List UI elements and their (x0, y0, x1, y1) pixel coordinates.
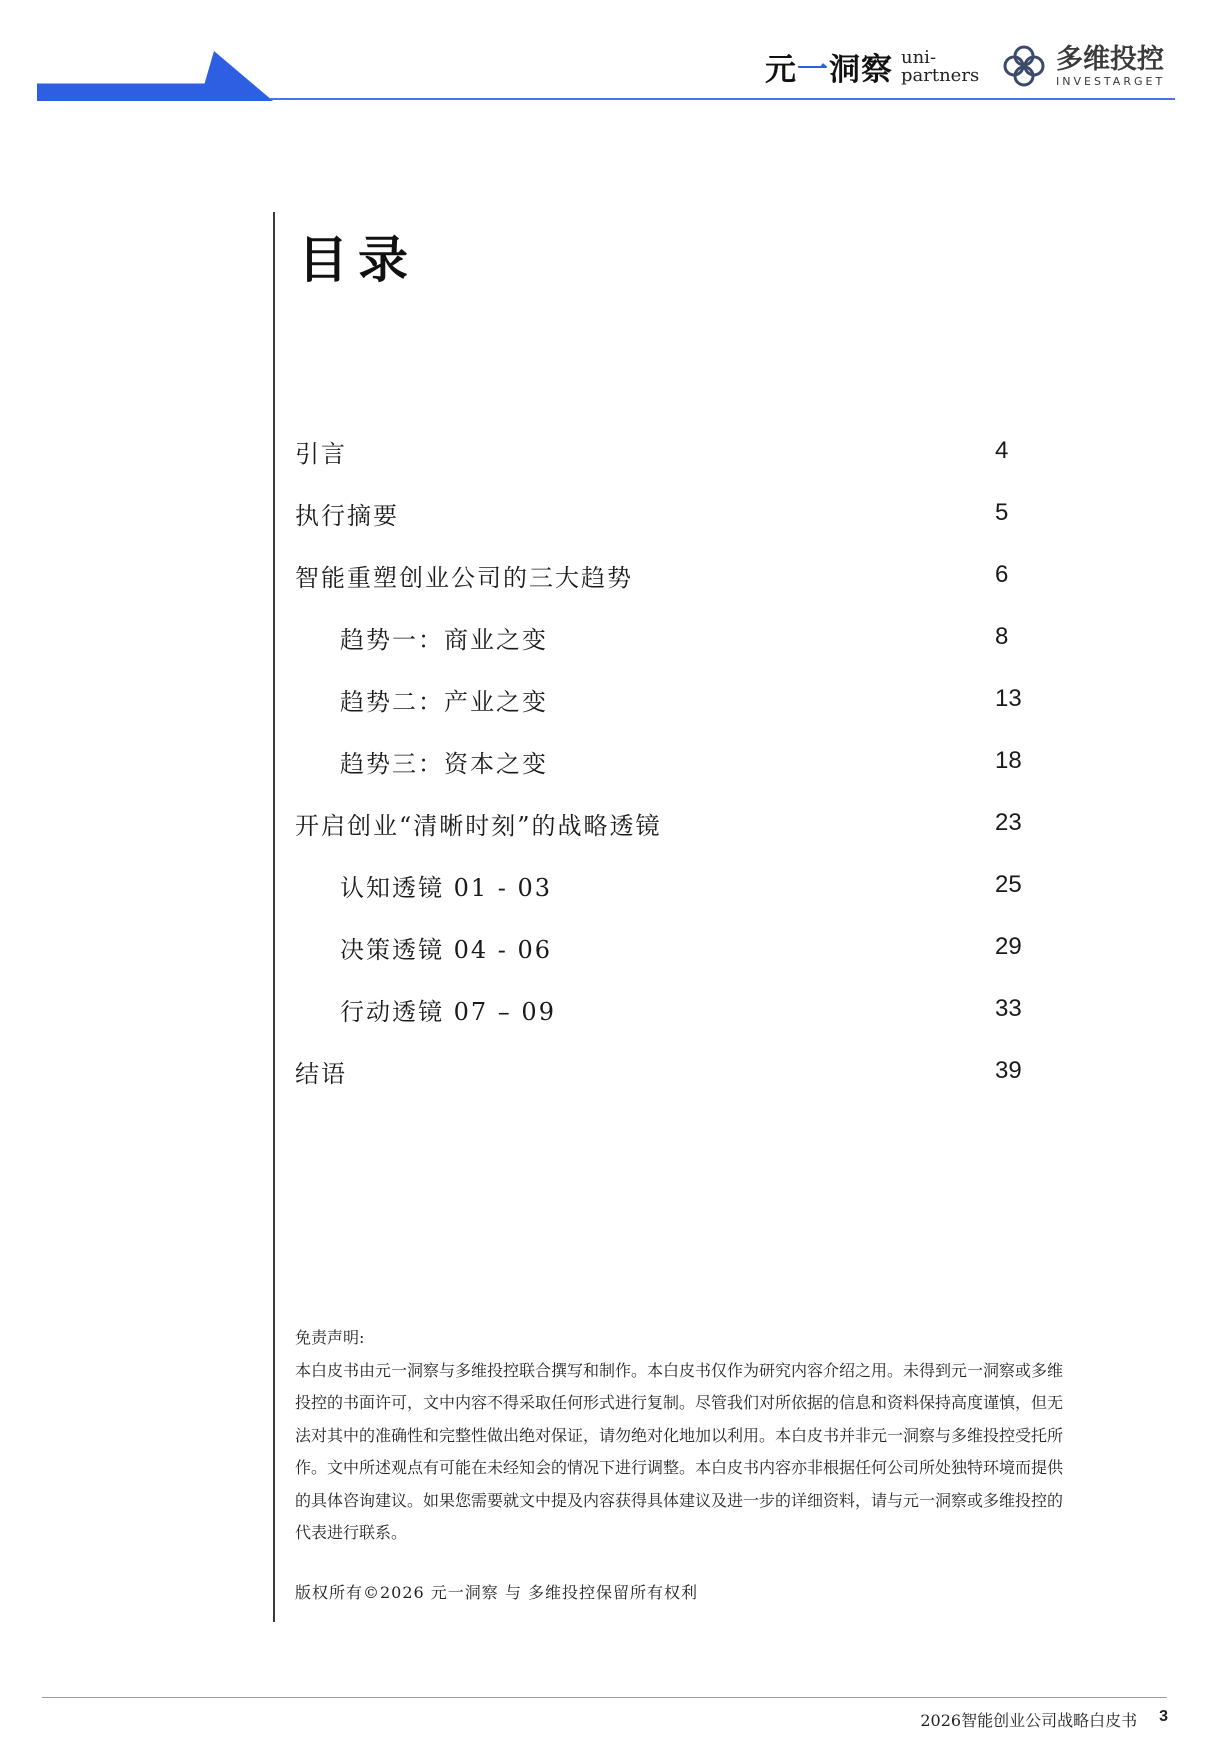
toc-entry-page: 13 (995, 685, 1022, 712)
toc-entry-page: 18 (995, 747, 1022, 774)
header-rule (270, 98, 1175, 100)
toc-title: 目录 (298, 231, 418, 289)
uni-partners-logo-cn: 元一洞察 (765, 52, 893, 88)
toc-entry[interactable] (295, 668, 1055, 730)
investarget-logo-en: INVESTARGET (1056, 74, 1166, 88)
footer-rule (42, 1697, 1167, 1698)
toc-entry-label: 行动透镜 07 – 09 (340, 997, 556, 1026)
toc-entry-label: 执行摘要 (295, 501, 399, 530)
investarget-logo (1000, 42, 1165, 90)
toc-entry-label: 智能重塑创业公司的三大趋势 (295, 563, 633, 592)
table-of-contents (295, 420, 1055, 1102)
footer (920, 1708, 1168, 1731)
copyright: 版权所有©2026 元一洞察 与 多维投控保留所有权利 (295, 1583, 698, 1602)
toc-entry[interactable] (295, 544, 1055, 606)
toc-entry[interactable] (295, 730, 1055, 792)
investarget-knot-icon (1000, 42, 1048, 90)
toc-entry[interactable] (295, 482, 1055, 544)
disclaimer-body: 本白皮书由元一洞察与多维投控联合撰写和制作。本白皮书仅作为研究内容介绍之用。未得到元一洞察或多维投控的书面许可，文中内容不得采取任何形式进行复制。尽管我们对所依据的信息和资料保持高度谨慎，但无法对其中的准确性和完整性做出绝对保证，请勿绝对化地加以利用。本白皮书并非元一洞察与多维投控受托所作。文中所述观点有可能在未经知会的情况下进行调整。本白皮书内容亦非根据任何公司所处独特环境而提供的具体咨询建议。如果您需要就文中提及内容获得具体建议及进一步的详细资料，请与元一洞察或多维投控的代表进行联系。 (295, 1360, 1064, 1542)
footer-doc-title: 2026智能创业公司战略白皮书 (920, 1711, 1138, 1730)
toc-entry[interactable] (295, 916, 1055, 978)
toc-entry-label: 趋势三：资本之变 (340, 749, 548, 778)
toc-entry-page: 39 (995, 1057, 1022, 1084)
toc-entry[interactable] (295, 978, 1055, 1040)
toc-entry[interactable] (295, 792, 1055, 854)
disclaimer-title: 免责声明: (295, 1328, 365, 1347)
toc-entry[interactable] (295, 854, 1055, 916)
toc-entry-page: 6 (995, 561, 1009, 588)
toc-entry-label: 开启创业“清晰时刻”的战略透镜 (295, 811, 662, 840)
toc-entry-page: 25 (995, 871, 1022, 898)
toc-entry-label: 趋势二：产业之变 (340, 687, 548, 716)
toc-entry-label: 结语 (295, 1059, 347, 1088)
toc-entry-label: 认知透镜 01 - 03 (340, 873, 553, 902)
toc-entry-label: 引言 (295, 439, 347, 468)
footer-page-number: 3 (1159, 1708, 1168, 1725)
toc-entry-page: 29 (995, 933, 1022, 960)
toc-entry-page: 5 (995, 499, 1009, 526)
toc-entry[interactable] (295, 420, 1055, 482)
investarget-logo-text (1056, 45, 1165, 88)
toc-entry-page: 33 (995, 995, 1022, 1022)
toc-entry-page: 23 (995, 809, 1022, 836)
content-side-rule (273, 212, 275, 1622)
investarget-logo-cn: 多维投控 (1056, 43, 1164, 75)
header-accent-shape (37, 51, 273, 101)
uni-partners-logo (765, 44, 979, 89)
toc-entry[interactable] (295, 1040, 1055, 1102)
disclaimer (295, 1322, 1070, 1550)
toc-entry-label: 趋势一：商业之变 (340, 625, 548, 654)
toc-entry-page: 8 (995, 623, 1009, 650)
toc-entry[interactable] (295, 606, 1055, 668)
toc-entry-page: 4 (995, 437, 1009, 464)
uni-partners-logo-en: uni- partners (901, 46, 980, 86)
toc-entry-label: 决策透镜 04 - 06 (340, 935, 553, 964)
